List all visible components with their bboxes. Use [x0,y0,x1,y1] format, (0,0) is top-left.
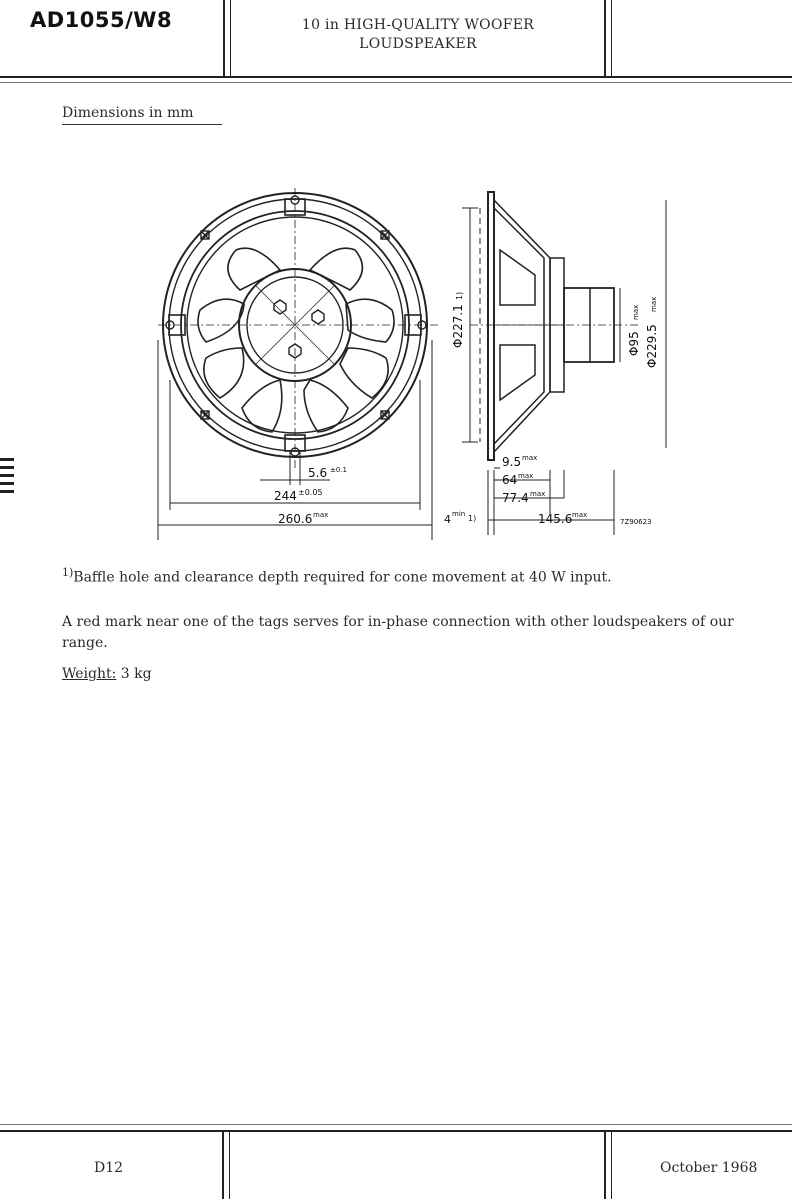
footer-divider-left [222,1131,224,1199]
side-view [470,192,640,460]
dim-77-4: 77.4 [502,491,529,505]
header-divider-left [223,0,225,77]
dim-227-1: Φ227.1 [451,304,465,348]
phase-note: A red mark near one of the tags serves for in-phase connection with other loudspeakers of our range. [62,614,734,651]
front-view [158,188,440,470]
dim-229-5: Φ229.5 [645,324,659,368]
weight-line [62,666,152,682]
sup-4: min [452,510,466,518]
drawing-ref-code: 7Z90623 [620,518,652,526]
header-bottom-rule-thin [0,82,792,83]
sup-145-6: max [572,511,588,519]
technical-drawing [150,180,690,550]
header-divider-right [604,0,606,77]
title-line-1: 10 in HIGH-QUALITY WOOFER [301,17,535,33]
footnote-1 [62,566,612,586]
page-number: D12 [94,1160,124,1176]
tol-244: ±0.05 [298,488,323,497]
footer-divider-right [604,1131,606,1199]
dim-244: 244 [274,489,297,503]
sup-9-5: max [522,454,538,462]
header-divider-left-2 [230,0,231,77]
footer-top-rule [0,1130,792,1132]
sup-95: max [632,304,640,320]
dim-95: Φ95 [627,331,641,356]
header-bottom-rule [0,76,792,78]
weight-value: 3 kg [120,666,152,682]
dim-64: 64 [502,473,518,487]
sup-77-4: max [530,490,546,498]
weight-label: Weight: [62,666,117,682]
sup-260-6: max [313,511,329,519]
header-divider-right-2 [611,0,612,77]
model-number: AD1055/W8 [30,8,173,32]
dim-145-6: 145.6 [538,512,573,526]
dim-9-5: 9.5 [502,455,522,469]
dim-5-6: 5.6 [308,466,328,480]
footer-divider-right-2 [611,1131,612,1199]
dimensions-label-underline [62,124,222,125]
sup-229-5: max [650,296,658,312]
issue-date: October 1968 [660,1160,758,1176]
dim-4: 4 [444,513,451,526]
footnote-1-mark: 1) [62,566,74,579]
dimensions-label: Dimensions in mm [62,105,194,121]
tol-5-6: ±0.1 [330,466,347,474]
sup-64: max [518,472,534,480]
sup-227-1: 1) [455,291,464,300]
sup-4-note: 1) [468,514,477,523]
margin-tab-marks [0,456,20,516]
footer-top-rule-thin [0,1124,792,1125]
title-line-2: LOUDSPEAKER [359,36,477,52]
footer-divider-left-2 [229,1131,230,1199]
document-title [232,16,604,54]
footnote-1-text: Baffle hole and clearance depth required for cone movement at 40 W input. [73,569,612,586]
dim-260-6: 260.6 [278,512,313,526]
